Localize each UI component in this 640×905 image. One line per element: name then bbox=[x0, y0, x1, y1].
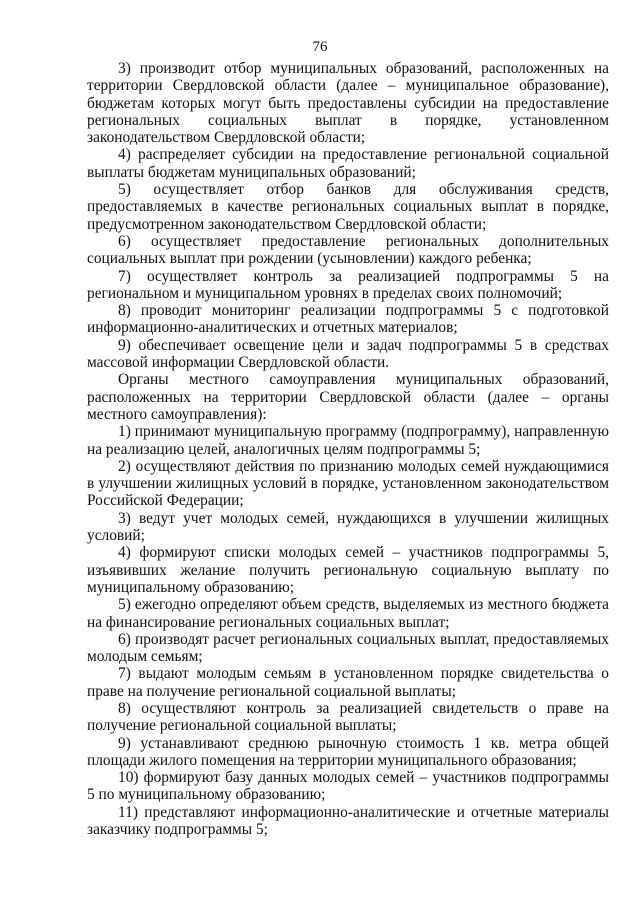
paragraph: 4) формируют списки молодых семей – участников подпрограммы 5, изъявивших желание получить региональную социальную выплату по муниципальному образованию; bbox=[87, 544, 609, 596]
paragraph: 5) осуществляет отбор банков для обслуживания средств, предоставляемых в качестве региональных социальных выплат в порядке, предусмотренном законодательством Свердловской области; bbox=[87, 181, 609, 233]
page-number: 76 bbox=[312, 39, 328, 55]
paragraph: 3) ведут учет молодых семей, нуждающихся в улучшении жилищных условий; bbox=[87, 509, 609, 545]
paragraph: 9) устанавливают среднюю рыночную стоимость 1 кв. метра общей площади жилого помещения на территории муниципального образования; bbox=[87, 734, 609, 769]
paragraph: 5) ежегодно определяют объем средств, выделяемых из местного бюджета на финансирование региональных социальных выплат; bbox=[87, 596, 609, 631]
paragraph: 8) осуществляют контроль за реализацией свидетельств о праве на получение региональной социальной выплаты; bbox=[87, 699, 609, 735]
paragraph: 7) выдают молодым семьям в установленном порядке свидетельства о праве на получение региональной социальной выплаты; bbox=[87, 665, 609, 700]
paragraph: 8) проводит мониторинг реализации подпрограммы 5 с подготовкой информационно-аналитических и отчетных материалов; bbox=[87, 302, 609, 337]
paragraph: 9) обеспечивает освещение цели и задач подпрограммы 5 в средствах массовой информации Свердловской области. bbox=[87, 336, 609, 372]
paragraph: 11) представляют информационно-аналитические и отчетные материалы заказчику подпрограммы 5; bbox=[87, 803, 609, 839]
paragraph: 10) формируют базу данных молодых семей – участников подпрограммы 5 по муниципальному образованию; bbox=[87, 769, 609, 804]
paragraph: 1) принимают муниципальную программу (подпрограмму), направленную на реализацию целей, аналогичных целям подпрограммы 5; bbox=[87, 423, 609, 458]
paragraph: 6) производят расчет региональных социальных выплат, предоставляемых молодым семьям; bbox=[87, 630, 609, 666]
paragraph: 6) осуществляет предоставление региональных дополнительных социальных выплат при рождении (усыновлении) каждого ребенка; bbox=[87, 232, 609, 268]
paragraph: Органы местного самоуправления муниципальных образований, расположенных на территории Свердловской области (далее – органы местного самоуправления): bbox=[87, 371, 609, 423]
paragraph: 7) осуществляет контроль за реализацией подпрограммы 5 на региональном и муниципальном уровнях в пределах своих полномочий; bbox=[87, 267, 609, 302]
paragraph: 2) осуществляют действия по признанию молодых семей нуждающимися в улучшении жилищных условий в порядке, установленном законодательством Российской Федерации; bbox=[87, 457, 609, 510]
paragraph: 4) распределяет субсидии на предоставление региональной социальной выплаты бюджетам муниципальных образований; bbox=[87, 146, 609, 181]
paragraph: 3) производит отбор муниципальных образований, расположенных на территории Свердловской области (далее – муниципальное образование), бюджетам которых могут быть предоставлены субсидии на предоставление региональных социальных выплат в порядке, установленном законодательством Свердловской области; bbox=[87, 60, 609, 147]
document-body bbox=[87, 60, 609, 838]
